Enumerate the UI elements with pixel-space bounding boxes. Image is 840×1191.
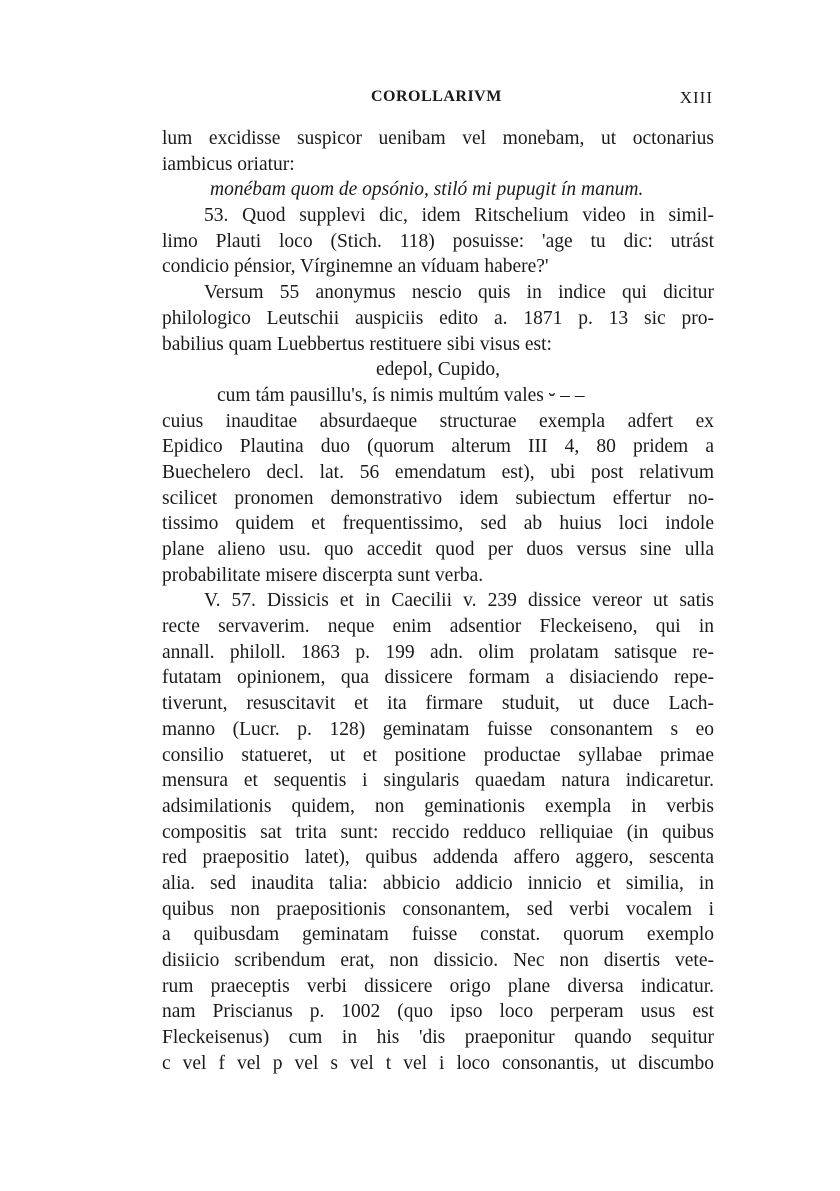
verse-line: edepol, Cupido, <box>375 359 501 381</box>
paragraph-start-line: V. 57. Dissicis et in Caecilii v. 239 dissice vereor ut satis <box>204 590 714 612</box>
text-line: consilio statueret, ut et positione productae syllabae primae <box>162 744 714 766</box>
text-line: philologico Leutschii auspiciis edito a. 1871 p. 13 sic pro- <box>162 307 714 329</box>
text-line: cuius inauditae absurdaeque structurae exempla adfert ex <box>162 410 714 432</box>
text-line: probabilitate misere discerpta sunt verba. <box>162 564 484 586</box>
text-line: lum excidisse suspicor uenibam vel monebam, ut octonarius <box>162 128 714 149</box>
text-line: rum praeceptis verbi dissicere origo plane diversa indicatur. <box>162 975 714 997</box>
text-line: c vel f vel p vel s vel t vel i loco consonantis, ut discumbo <box>162 1052 714 1074</box>
running-header <box>163 88 713 112</box>
text-line: scilicet pronomen demonstrativo idem subiectum effertur no- <box>162 487 714 509</box>
text-line: compositis sat trita sunt: reccido redduco relliquiae (in quibus <box>162 821 714 843</box>
text-line: plane alieno usu. quo accedit quod per duos versus sine ulla <box>162 539 714 560</box>
paragraph-start-line: 53. Quod supplevi dic, idem Ritschelium video in simil- <box>204 205 714 227</box>
page-number: XIII <box>679 88 713 107</box>
text-line: futatam opinionem, qua dissicere formam a disiaciendo repe- <box>162 667 714 689</box>
text-line: limo Plauti loco (Stich. 118) posuisse: 'age tu dic: utrást <box>162 230 714 252</box>
text-line: condicio pénsior, Vírginemne an víduam habere?' <box>162 256 549 278</box>
text-line: red praepositio latet), quibus addenda affero aggero, sescenta <box>162 847 714 869</box>
running-title: COROLLARIVM <box>371 88 502 105</box>
text-line: tissimo quidem et frequentissimo, sed ab huius loci indole <box>162 513 714 535</box>
paragraph-start-line: Versum 55 anonymus nescio quis in indice qui dicitur <box>204 282 714 304</box>
verse-line: cum tám pausillu's, ís nimis multúm vales ⏑ – – <box>217 384 585 406</box>
text-line: manno (Lucr. p. 128) geminatam fuisse consonantem s eo <box>162 718 714 740</box>
verse-line: monébam quom de opsónio, stiló mi pupugit ín manum. <box>210 179 644 201</box>
text-line: alia. sed inaudita talia: abbicio addicio innicio et similia, in <box>162 872 714 894</box>
text-line: Epidico Plautina duo (quorum alterum III 4, 80 pridem a <box>162 436 714 458</box>
text-line: recte servaverim. neque enim adsentior Fleckeiseno, qui in <box>162 616 714 638</box>
text-line: a quibusdam geminatam fuisse constat. quorum exemplo <box>162 924 714 946</box>
body-text <box>162 126 714 1076</box>
text-line: tiverunt, resuscitavit et ita firmare studuit, ut duce Lach- <box>162 693 714 715</box>
text-line: quibus non praepositionis consonantem, sed verbi vocalem i <box>162 898 714 920</box>
text-line: nam Priscianus p. 1002 (quo ipso loco perperam usus est <box>162 1001 714 1023</box>
text-line: Buechelero decl. lat. 56 emendatum est), ubi post relativum <box>162 461 714 483</box>
text-line: disiicio scribendum erat, non dissicio. Nec non disertis vete- <box>162 950 714 971</box>
text-line: annall. philoll. 1863 p. 199 adn. olim prolatam satisque re- <box>162 641 714 663</box>
text-line: iambicus oriatur: <box>162 153 295 175</box>
text-line: Fleckeisenus) cum in his 'dis praeponitur quando sequitur <box>162 1027 714 1049</box>
text-line: babilius quam Luebbertus restituere sibi visus est: <box>162 333 552 355</box>
text-line: adsimilationis quidem, non geminationis exempla in verbis <box>162 795 714 817</box>
text-line: mensura et sequentis i singularis quaedam natura indicaretur. <box>162 770 714 792</box>
